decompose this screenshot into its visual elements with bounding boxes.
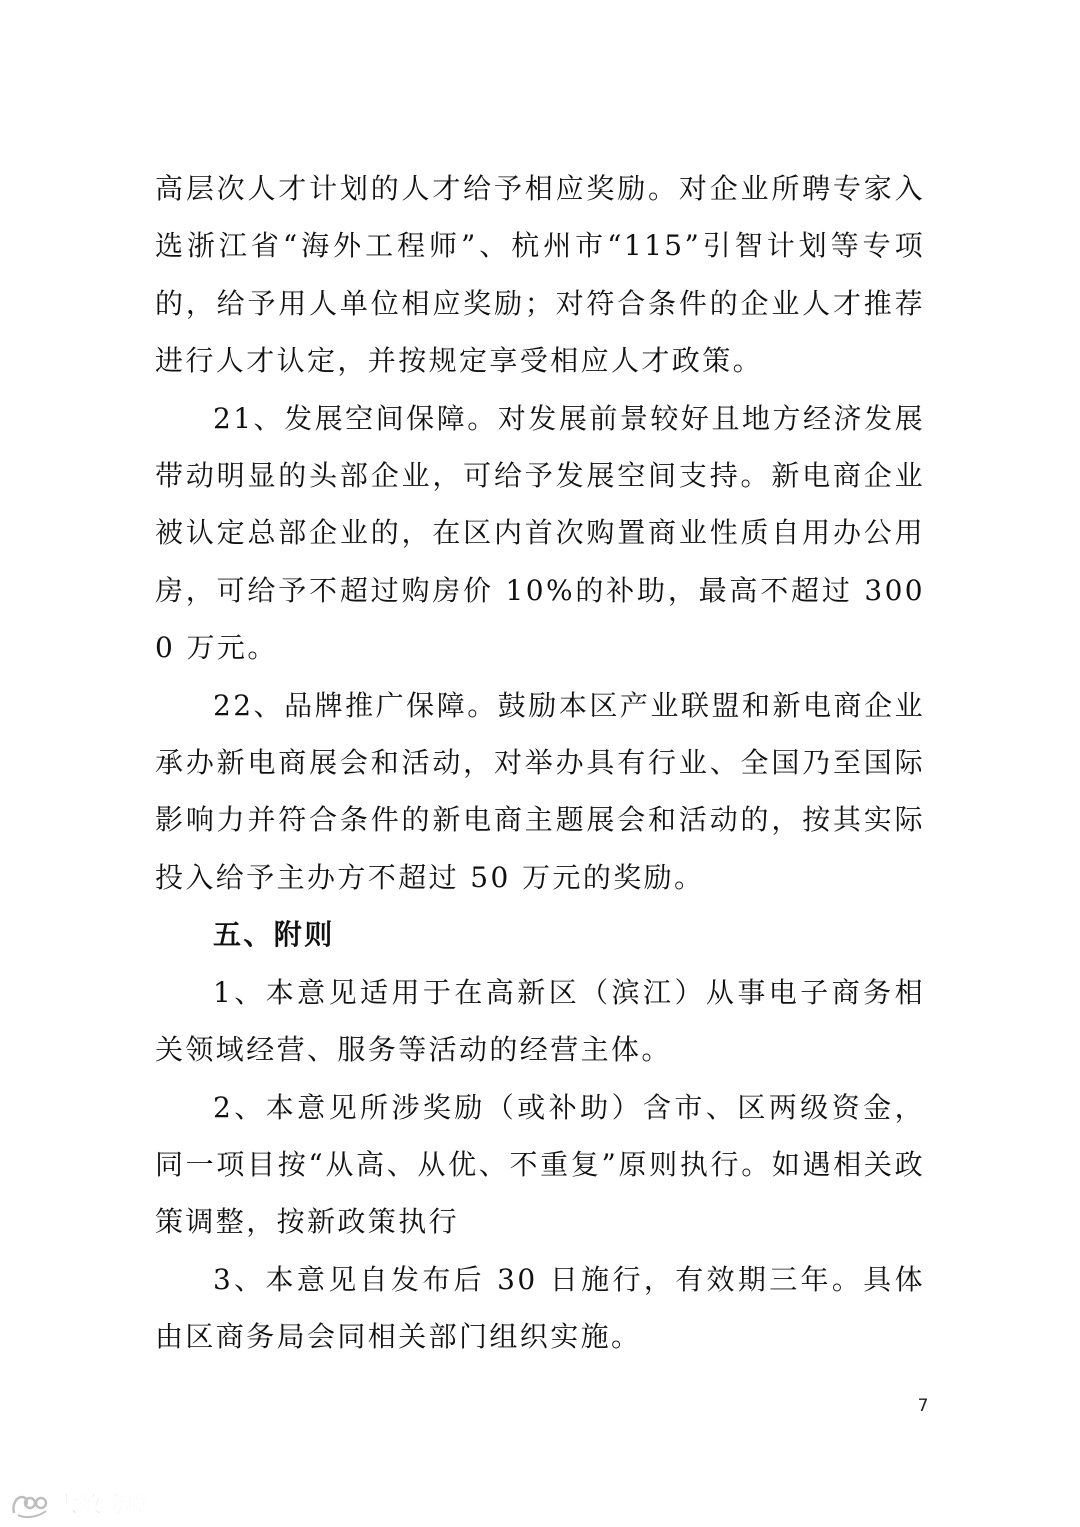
watermark-text: 大数跨境 — [56, 1493, 149, 1518]
paragraph-21-development-space: 21、发展空间保障。对发展前景较好且地方经济发展带动明显的头部企业，可给予发展空间支持。新电商企业被认定总部企业的，在区内首次购置商业性质自用办公用房，可给予不超过购房价 10%的补助，最高不超过 3000 万元。 — [155, 401, 925, 665]
paragraph-talent-continuation: 高层次人才计划的人才给予相应奖励。对企业所聘专家入选浙江省“海外工程师”、杭州市“115”引智计划等专项的，给予用人单位相应奖励；对符合条件的企业人才推荐进行人才认定，并按规定享受相应人才政策。 — [155, 172, 925, 378]
page-number: 7 — [917, 1396, 929, 1416]
document-body — [155, 160, 925, 1366]
paragraph-appendix-3: 3、本意见自发布后 30 日施行，有效期三年。具体由区商务局会同相关部门组织实施。 — [155, 1262, 925, 1354]
dashuju-logo-icon — [8, 1489, 52, 1519]
paragraph-22-brand-promotion: 22、品牌推广保障。鼓励本区产业联盟和新电商企业承办新电商展会和活动，对举办具有行业、全国乃至国际影响力并符合条件的新电商主题展会和活动的，按其实际投入给予主办方不超过 50 万元的奖励。 — [155, 688, 925, 894]
section-heading-supplementary: 五、附则 — [213, 918, 335, 952]
paragraph-appendix-2: 2、本意见所涉奖励（或补助）含市、区两级资金，同一项目按“从高、从优、不重复”原则执行。如遇相关政策调整，按新政策执行 — [155, 1090, 925, 1239]
watermark — [8, 1488, 148, 1519]
paragraph-appendix-1: 1、本意见适用于在高新区（滨江）从事电子商务相关领域经营、服务等活动的经营主体。 — [155, 975, 925, 1067]
